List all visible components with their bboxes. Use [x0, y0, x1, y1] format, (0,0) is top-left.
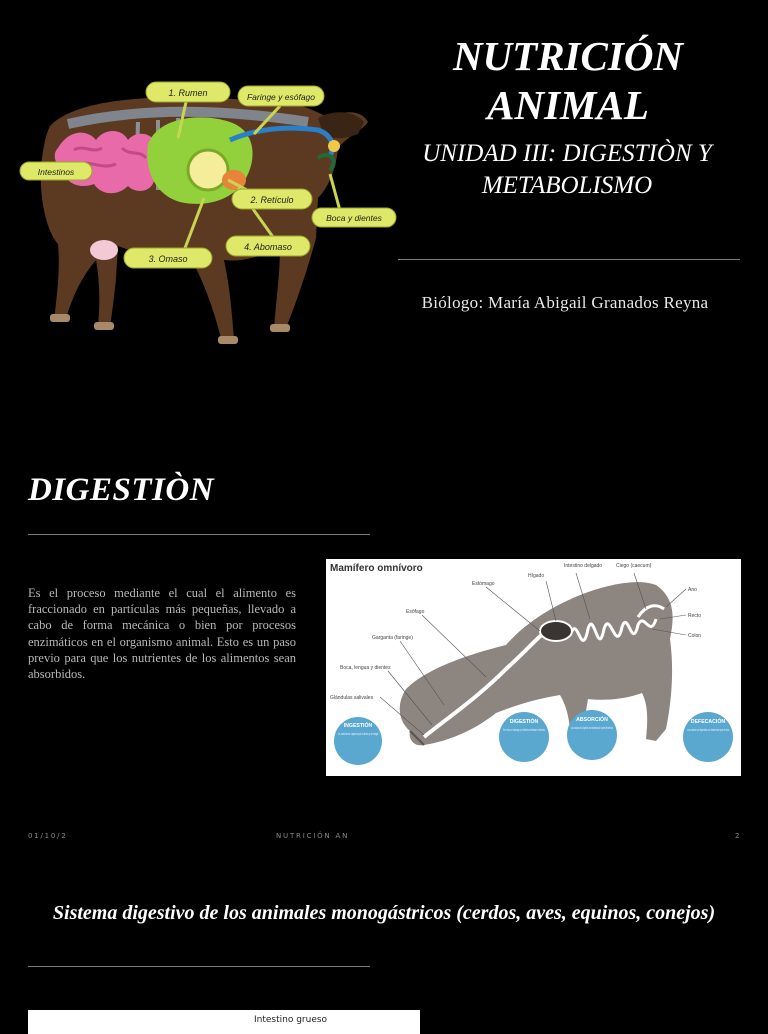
- svg-text:Boca y dientes: Boca y dientes: [326, 213, 382, 223]
- monogastric-figure: [28, 1010, 420, 1034]
- label-ano: Ano: [688, 587, 697, 593]
- label-boca: Boca, lengua y dientes: [340, 665, 391, 671]
- stage-circle-defecacion: [683, 712, 733, 762]
- label-intestino-delgado: Intestino delgado: [564, 563, 603, 569]
- page-number: 2: [735, 832, 742, 840]
- footer-title: NUTRICIÓN AN: [276, 832, 350, 840]
- cow-label-omaso: [124, 248, 212, 268]
- circle-text-absorcion: Los productos de la digestión son absorbidos por la pared del intestino: [571, 726, 613, 730]
- circle-text-digestion: En la boca, el estómago y el intestino se deshace el alimento: [503, 728, 545, 732]
- cow-label-abomaso: [226, 236, 310, 256]
- label-glandulas: Glándulas salivales: [330, 695, 374, 701]
- slide-heading: DIGESTIÒN: [28, 472, 215, 508]
- svg-text:ABSORCIÓN: ABSORCIÓN: [576, 717, 608, 723]
- title-slide: [0, 0, 768, 400]
- svg-text:DEFECACIÓN: DEFECACIÓN: [690, 719, 726, 725]
- presentation-subtitle: UNIDAD III: DIGESTIÒN Y METABOLISMO: [422, 140, 712, 199]
- label-estomago: Estómago: [472, 581, 495, 587]
- monogastric-slide: [0, 850, 768, 1024]
- label-recto: Recto: [688, 613, 702, 619]
- footer-date: 01/10/2: [28, 832, 68, 840]
- cow-label-faringe: [238, 86, 324, 106]
- label-colon: Colon: [688, 633, 702, 639]
- digestion-definition: Es el proceso mediante el cual el alimento es fraccionado en partículas más pequeñas, llevado a cabo de forma mecánica o bien por procesos enzimáticos en el organismo animal. Esto es un paso previo para que los nutrientes de los alimentos sean absorbidos.: [28, 586, 296, 682]
- reticulo-organ: [188, 150, 228, 190]
- figure-title: Mamífero omnívoro: [330, 563, 423, 574]
- slide-heading: Sistema digestivo de los animales monogástricos (cerdos, aves, equinos, conejos): [52, 902, 716, 924]
- digestion-slide: [0, 400, 768, 850]
- svg-text:DIGESTIÓN: DIGESTIÓN: [509, 719, 539, 725]
- svg-text:Intestinos: Intestinos: [37, 167, 75, 177]
- figure-label-intestino-grueso: Intestino grueso: [254, 1015, 328, 1025]
- cow-label-rumen: [146, 82, 230, 102]
- heading-divider: [28, 534, 370, 535]
- stage-circle-absorcion: [567, 710, 617, 760]
- label-ciego: Ciego (caecum): [616, 563, 652, 569]
- pig-digestive-illustration: [326, 559, 741, 776]
- cow-label-intestinos: [20, 162, 92, 180]
- presentation-title: NUTRICIÓN ANIMAL: [452, 33, 684, 128]
- svg-text:1. Rumen: 1. Rumen: [168, 88, 208, 98]
- label-esofago: Esófago: [406, 609, 425, 615]
- svg-text:4. Abomaso: 4. Abomaso: [244, 242, 292, 252]
- stage-circle-ingestion: [334, 717, 382, 765]
- circle-text-ingestion: La comida se captura por la boca y se traga: [338, 732, 378, 736]
- title-divider: [398, 259, 740, 260]
- heading-divider: [28, 966, 370, 967]
- label-garganta: Garganta (faringe): [372, 635, 413, 641]
- svg-text:3. Omaso: 3. Omaso: [148, 254, 188, 264]
- cow-label-reticulo: [232, 189, 312, 209]
- author-name: Biólogo: María Abigail Granados Reyna: [421, 293, 709, 312]
- cow-digestive-illustration: [18, 78, 398, 350]
- cow-label-boca: [312, 208, 396, 227]
- svg-text:Faringe y esófago: Faringe y esófago: [246, 92, 316, 102]
- label-higado: Hígado: [528, 573, 545, 579]
- svg-text:2. Retículo: 2. Retículo: [250, 195, 294, 205]
- stage-circle-digestion: [499, 712, 549, 762]
- circle-text-defecacion: Los restos no digeridos se desechan por el ano: [687, 728, 729, 732]
- svg-text:INGESTIÓN: INGESTIÓN: [343, 723, 373, 729]
